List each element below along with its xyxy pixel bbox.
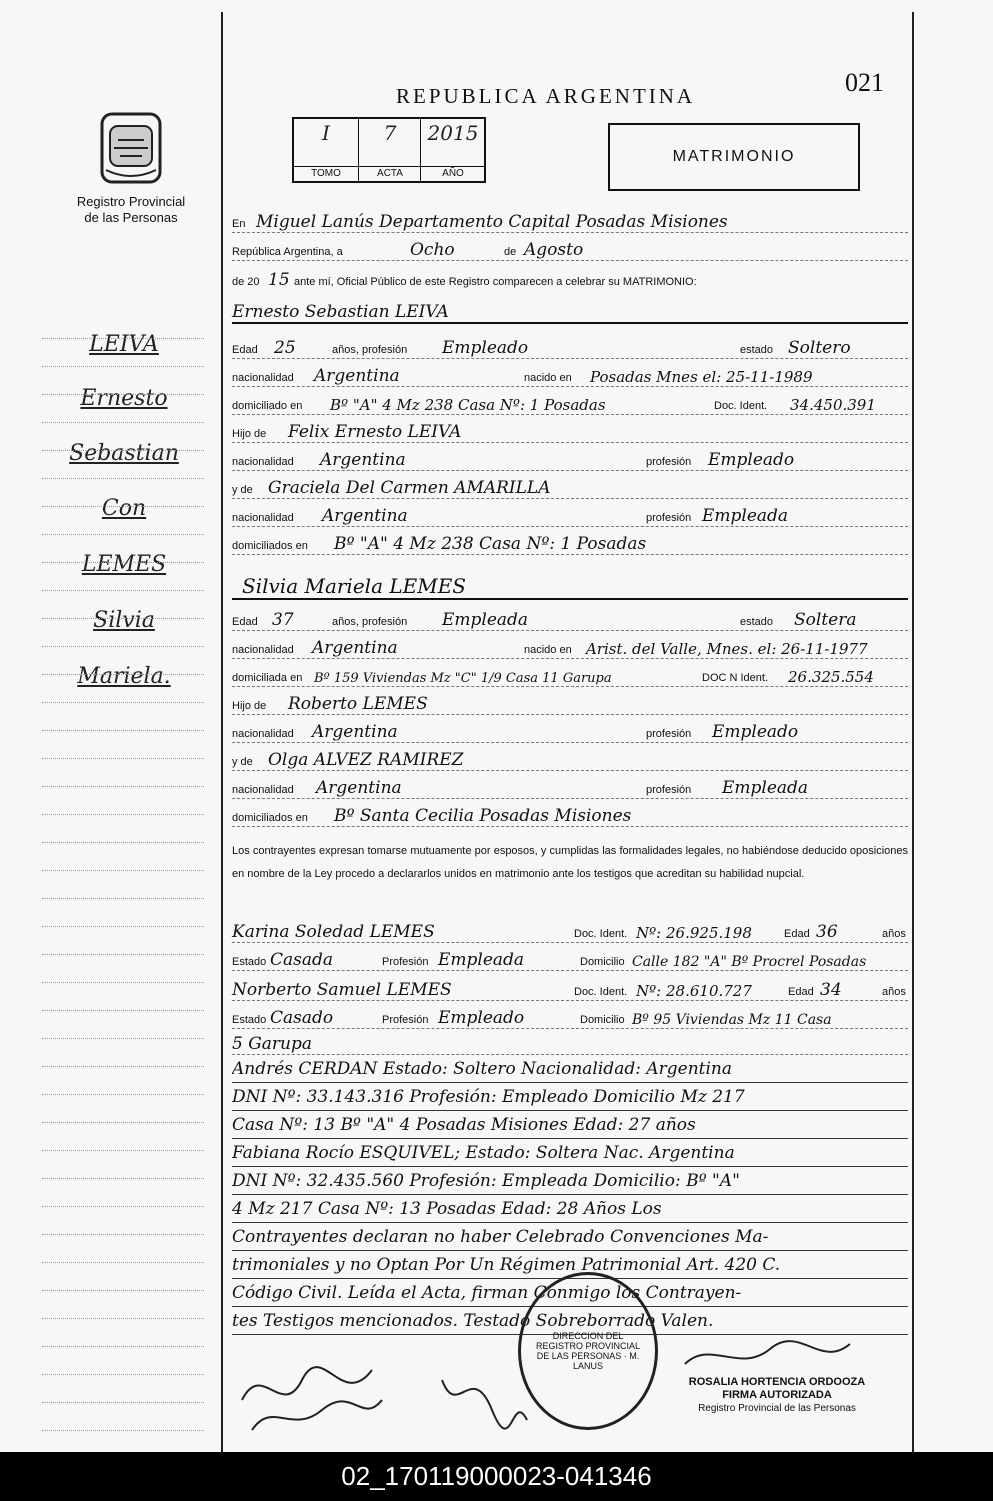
spouse1-father-row [232,422,908,443]
ruled-line [42,1290,204,1291]
ruled-line [42,1150,204,1151]
domiciliado-label: domiciliado en [232,400,303,412]
hijo-label: Hijo de [232,700,267,712]
spouse1-mother-row [232,478,908,499]
domiciliados-label: domiciliados en [232,812,308,824]
spouse1-mother-profession: Empleada [702,506,789,526]
spouse2-father-profession: Empleado [712,722,799,742]
spouse2-parents-address-row [232,806,908,827]
edad-label: Edad [232,616,258,628]
side-name-connector: Con [101,496,147,521]
domiciliada-label: domiciliada en [232,672,303,684]
record-type-box: MATRIMONIO [608,123,860,191]
ruled-line [42,1430,204,1431]
declaration-paragraph: Los contrayentes expresan tomarse mutuamente por esposos, y cumplidas las formalidades legales, no habiéndose deducido oposiciones en nombre de la Ley procedo a declararlos unidos en matrimonio ante los testigos que acreditan su habilidad nupcial. [232,845,908,880]
left-column [0,0,222,1452]
ruled-line [42,366,204,367]
side-name-middle: Sebastian [69,441,179,466]
spouse2-father-nationality: Argentina [312,722,398,742]
spouse1-mother: Graciela Del Carmen AMARILLA [268,478,551,498]
spouse2-address: Bº 159 Viviendas Mz "C" 1/9 Casa 11 Garupa [314,671,612,686]
spouse2-mother: Olga ALVEZ RAMIREZ [268,750,464,770]
ruled-line [42,786,204,787]
witness2-detail-row [232,1006,908,1029]
registry-name-line1: Registro Provincial [76,194,186,209]
profesion-label: profesión [646,728,692,740]
ruled-line [42,1262,204,1263]
ruled-line [42,618,204,619]
side-name-first2: Silvia [93,608,155,633]
witness2-status: Casado [270,1008,334,1028]
ruled-line [42,870,204,871]
ante-label: ante mí, Oficial Público de este Registro comparecen a celebrar su MATRIMONIO: [294,276,697,288]
ruled-line [42,1346,204,1347]
spouse2-age: 37 [272,610,294,630]
witness2-profession: Empleado [438,1008,525,1028]
spouse2-parents-address: Bº Santa Cecilia Posadas Misiones [334,806,632,826]
place-row [232,212,908,233]
nacionalidad-label: nacionalidad [232,512,294,524]
ruled-line [42,1374,204,1375]
spouse2-father: Roberto LEMES [288,694,428,714]
doc-label: Doc. Ident. [714,400,768,412]
anos-profesion-label: años, profesión [332,616,408,628]
profesion-label: profesión [646,784,692,796]
witness1-age: 36 [816,922,838,942]
spouse2-age-row [232,610,908,631]
spouse1-father-nationality: Argentina [320,450,406,470]
spouse1-parents-address: Bº "A" 4 Mz 238 Casa Nº: 1 Posadas [334,534,647,554]
witness2-doc: Nº: 28.610.727 [636,982,752,1000]
ruled-line [42,1010,204,1011]
witness1-status: Casada [270,950,334,970]
witness2-address-cont: 5 Garupa [232,1034,313,1054]
acta-cell [358,119,421,181]
month-value: Agosto [524,240,584,260]
spouse1-nationality: Argentina [314,366,400,386]
profesion-label: Profesión [382,1014,429,1026]
handwritten-line: DNI Nº: 33.143.316 Profesión: Empleado Domicilio Mz 217 [232,1084,908,1111]
spouse2-name-row [232,570,908,600]
ruled-line [42,982,204,983]
spouse1-age-row [232,338,908,359]
handwritten-line: Contrayentes declaran no haber Celebrado Convenciones Ma- [232,1224,908,1251]
acta-value: 7 [383,121,397,145]
spouse2-address-row [232,666,908,687]
official-title: FIRMA AUTORIZADA [722,1389,832,1401]
witness2-age: 34 [820,980,842,1000]
signatures-icon [232,1340,532,1440]
spouse1-name: Ernesto Sebastian LEIVA [232,302,449,322]
witness1-detail-row [232,948,908,971]
handwritten-line: trimoniales y no Optan Por Un Régimen Patrimonial Art. 420 C. [232,1252,908,1279]
ruled-line [42,338,204,339]
spouse1-doc: 34.450.391 [790,396,876,414]
page-number: 021 [845,68,884,97]
acta-label: ACTA [359,166,421,181]
ruled-line [42,450,204,451]
ruled-line [42,1402,204,1403]
doc-label: DOC N Ident. [702,672,769,684]
witness1-name: Karina Soledad LEMES [232,922,435,942]
tomo-value: I [322,121,330,145]
footer-code: 02_170119000023-041346 [0,1452,993,1501]
handwritten-line: Fabiana Rocío ESQUIVEL; Estado: Soltera Nac. Argentina [232,1140,908,1167]
nacionalidad-label: nacionalidad [232,372,294,384]
witness1-name-row [232,920,908,943]
official-stamp-icon [518,1272,658,1430]
ruled-line [42,506,204,507]
anio-value: 2015 [427,121,479,145]
ruled-line [42,646,204,647]
ruled-line [42,1038,204,1039]
tomo-label: TOMO [294,166,358,181]
spouse2-mother-profession: Empleada [722,778,809,798]
spouse2-father-row [232,694,908,715]
nacionalidad-label: nacionalidad [232,784,294,796]
witness2-address-cont-row [232,1032,908,1055]
handwritten-line: 4 Mz 217 Casa Nº: 13 Posadas Edad: 28 Años Los [232,1196,908,1223]
ruled-line [42,730,204,731]
official-name: ROSALIA HORTENCIA ORDOOZA [688,1376,866,1388]
spouse2-doc: 26.325.554 [788,668,874,686]
nacionalidad-label: nacionalidad [232,644,294,656]
ruled-line [42,534,204,535]
spouse2-name: Silvia Mariela LEMES [242,574,467,598]
ruled-line [42,1122,204,1123]
anio-cell [420,119,485,181]
day-value: Ocho [410,240,455,260]
anos-label: años [882,986,906,998]
spouse1-nationality-row [232,366,908,387]
ruled-line [42,1066,204,1067]
profesion-label: profesión [646,512,692,524]
registry-name [60,194,202,226]
anos-label: años [882,928,906,940]
spouse1-status: Soltero [788,338,851,358]
year-row [232,270,908,290]
stamp-text: DIRECCION DEL REGISTRO PROVINCIAL DE LAS PERSONAS · M. LANUS [535,1331,641,1371]
ruled-line [42,1178,204,1179]
domicilio-label: Domicilio [580,956,625,968]
spouse2-profession: Empleada [442,610,529,630]
ruled-line [42,898,204,899]
spouse1-name-row [232,296,908,324]
handwritten-line: DNI Nº: 32.435.560 Profesión: Empleada Domicilio: Bº "A" [232,1168,908,1195]
year-value: 15 [268,270,290,290]
witness1-profession: Empleada [438,950,525,970]
spouse2-nationality-row [232,638,908,659]
yde-label: y de [232,756,253,768]
witness1-address: Calle 182 "A" Bº Procrel Posadas [632,954,867,970]
side-name-surname: LEIVA [89,332,159,357]
ruled-line [42,1206,204,1207]
ruled-line [42,1234,204,1235]
domicilio-label: Domicilio [580,1014,625,1026]
doc-label: Doc. Ident. [574,986,628,998]
estado-label: estado [740,616,774,628]
handwritten-line: Código Civil. Leída el Acta, firman Conmigo los Contrayen- [232,1280,908,1307]
spouse1-father: Felix Ernesto LEIVA [288,422,462,442]
anio-label: AÑO [421,166,485,181]
ruled-line [42,1094,204,1095]
handwritten-line: Andrés CERDAN Estado: Soltero Nacionalidad: Argentina [232,1056,908,1083]
ruled-line [42,842,204,843]
domiciliados-label: domiciliados en [232,540,308,552]
spouse1-parents-address-row [232,534,908,555]
ruled-line [42,562,204,563]
witness2-name: Norberto Samuel LEMES [232,980,452,1000]
official-office: Registro Provincial de las Personas [698,1403,856,1414]
ruled-line [42,814,204,815]
spouse2-mother-nat-row [232,778,908,799]
estado-label: Estado [232,1014,267,1026]
tomo-acta-anio-box [292,117,486,183]
profesion-label: Profesión [382,956,429,968]
ruled-line [42,478,204,479]
ruled-line [42,674,204,675]
ruled-line [42,422,204,423]
spouse1-mother-nat-row [232,506,908,527]
spouse1-age: 25 [274,338,296,358]
handwritten-line: Casa Nº: 13 Bº "A" 4 Posadas Misiones Edad: 27 años [232,1112,908,1139]
ruled-line [42,702,204,703]
anos-profesion-label: años, profesión [332,344,408,356]
spouse2-mother-nationality: Argentina [316,778,402,798]
right-margin-line [912,12,914,1452]
yde-label: y de [232,484,253,496]
en-label: En [232,218,246,230]
spouse1-father-profession: Empleado [708,450,795,470]
year-label: de 20 [232,276,260,288]
tomo-cell [294,119,358,181]
side-name-middle2: Mariela. [77,664,171,689]
nacido-label: nacido en [524,644,572,656]
authorized-signature-block [682,1376,872,1415]
doc-label: Doc. Ident. [574,928,628,940]
spouse2-nationality: Argentina [312,638,398,658]
side-name-first: Ernesto [80,386,168,411]
spouse1-profession: Empleado [442,338,529,358]
hijo-label: Hijo de [232,428,267,440]
spouse1-address-row [232,394,908,415]
place-value: Miguel Lanús Departamento Capital Posadas Misiones [256,212,728,232]
nacido-label: nacido en [524,372,572,384]
edad-label: Edad [232,344,258,356]
ruled-line [42,1318,204,1319]
registry-seal-icon [98,108,164,186]
estado-label: estado [740,344,774,356]
nacionalidad-label: nacionalidad [232,456,294,468]
witness2-address: Bº 95 Viviendas Mz 11 Casa [632,1012,832,1028]
spouse1-birth: Posadas Mnes el: 25-11-1989 [590,368,813,386]
ruled-line [42,926,204,927]
edad-label: Edad [788,986,814,998]
spouse2-birth: Arist. del Valle, Mnes. el: 26-11-1977 [586,640,868,658]
ruled-line [42,394,204,395]
side-name-surname2: LEMES [81,552,167,577]
witness2-name-row [232,978,908,1001]
profesion-label: profesión [646,456,692,468]
date-row [232,240,908,261]
spouse1-mother-nationality: Argentina [322,506,408,526]
spouse1-father-nat-row [232,450,908,471]
ruled-line [42,758,204,759]
official-signature-icon [680,1334,860,1378]
ruled-line [42,590,204,591]
de-label: de [504,246,517,258]
spouse2-father-nat-row [232,722,908,743]
witness1-doc: Nº: 26.925.198 [636,924,752,942]
spouse2-status: Soltera [794,610,857,630]
estado-label: Estado [232,956,267,968]
registry-name-line2: de las Personas [84,210,178,225]
nacionalidad-label: nacionalidad [232,728,294,740]
handwritten-line: tes Testigos mencionados. Testado Sobreborrado Valen. [232,1308,908,1335]
ruled-line [42,954,204,955]
edad-label: Edad [784,928,810,940]
republica-label: República Argentina, a [232,246,343,258]
country-title: REPUBLICA ARGENTINA [396,84,696,108]
spouse2-mother-row [232,750,908,771]
spouse1-address: Bº "A" 4 Mz 238 Casa Nº: 1 Posadas [330,396,606,414]
